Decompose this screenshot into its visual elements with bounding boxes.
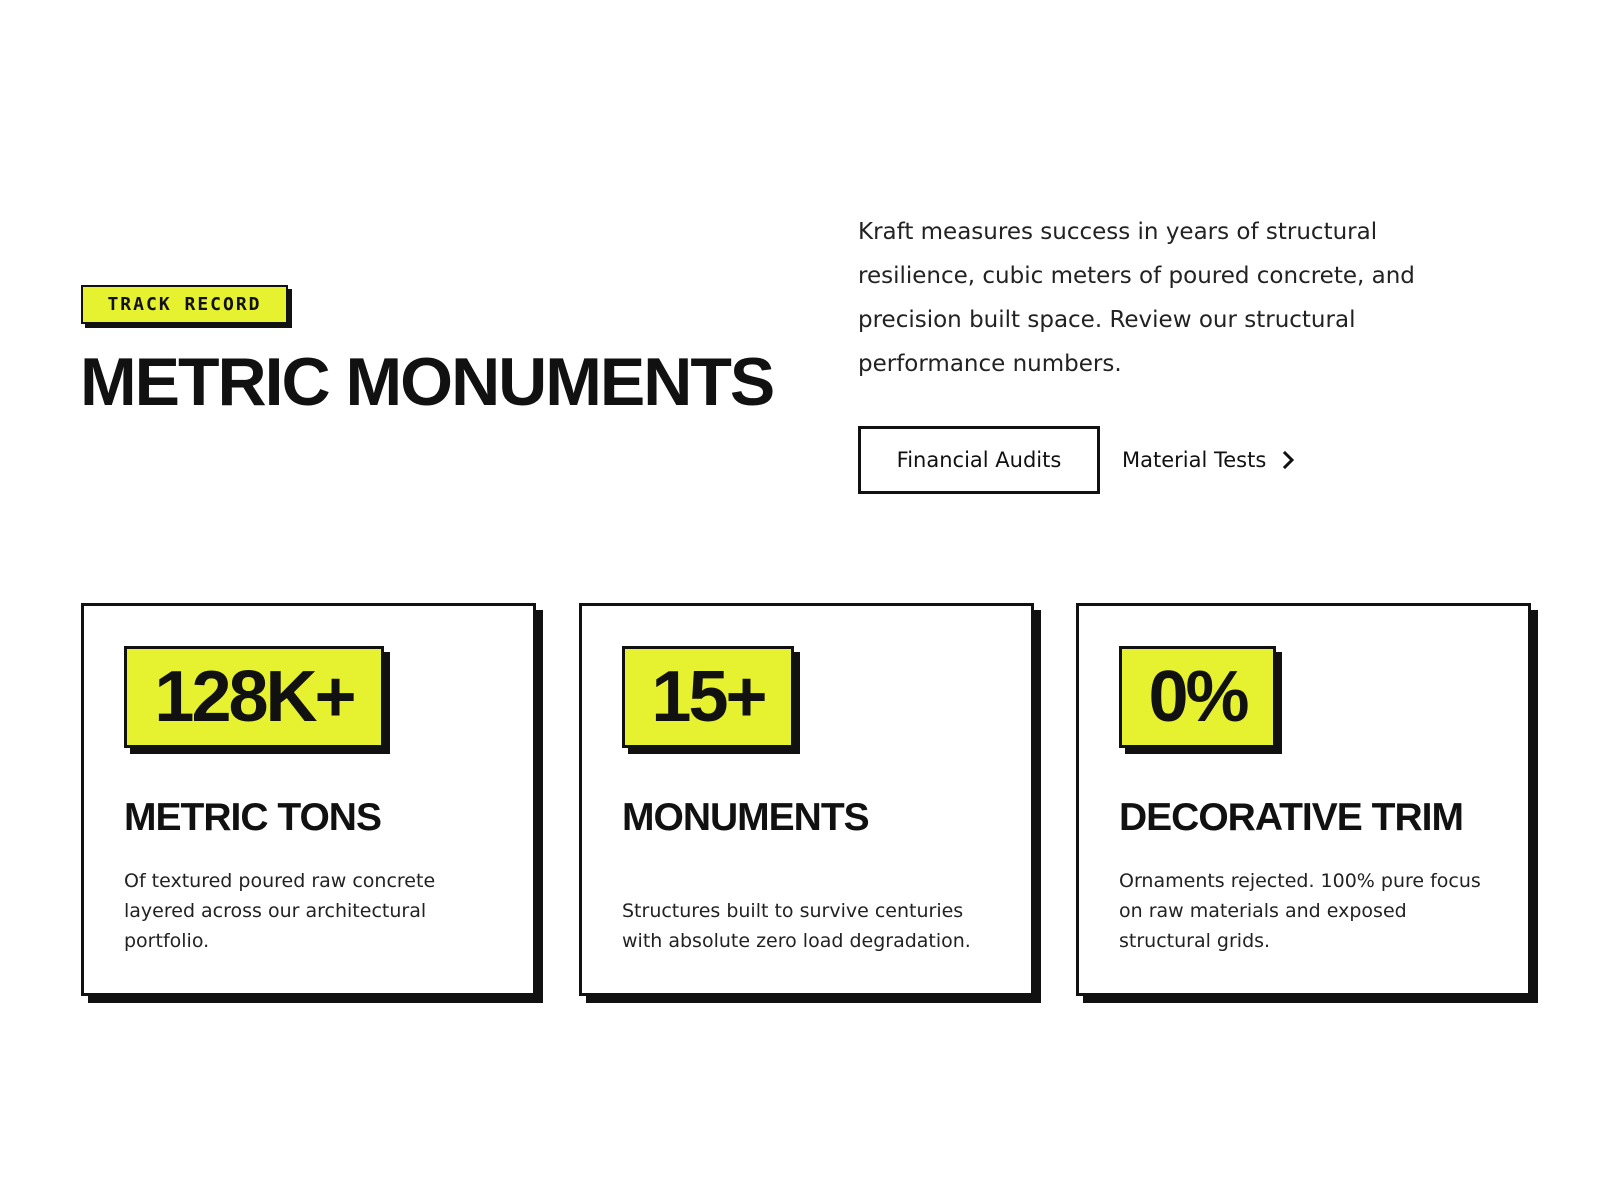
stat-title: MONUMENTS: [622, 796, 869, 839]
stat-description: Ornaments rejected. 100% pure focus on raw materials and exposed structural grids.: [1119, 870, 1481, 952]
stat-description: Of textured poured raw concrete layered across our architectural portfolio.: [124, 870, 436, 952]
financial-audits-button[interactable]: Financial Audits: [858, 426, 1100, 494]
stat-value: 0%: [1119, 646, 1276, 748]
chevron-right-icon: [1282, 451, 1296, 469]
stat-value: 128K+: [124, 646, 384, 748]
intro-text: Kraft measures success in years of structural resilience, cubic meters of poured concrete, and precision built space. Review our structural performance numbers.: [858, 219, 1415, 377]
material-tests-label: Material Tests: [1122, 448, 1267, 472]
stat-title: DECORATIVE TRIM: [1119, 796, 1463, 839]
stat-value: 15+: [622, 646, 794, 748]
page-title: METRIC MONUMENTS: [80, 344, 774, 420]
track-record-badge: TRACK RECORD: [81, 285, 288, 324]
stat-card-decorative-trim: [1076, 603, 1531, 996]
stat-card-monuments: [579, 603, 1034, 996]
stat-title: METRIC TONS: [124, 796, 381, 839]
header-actions: [858, 426, 1296, 494]
stat-description: Structures built to survive centuries with absolute zero load degradation.: [622, 900, 971, 952]
stat-card-metric-tons: [81, 603, 536, 996]
material-tests-link[interactable]: [1122, 448, 1296, 472]
